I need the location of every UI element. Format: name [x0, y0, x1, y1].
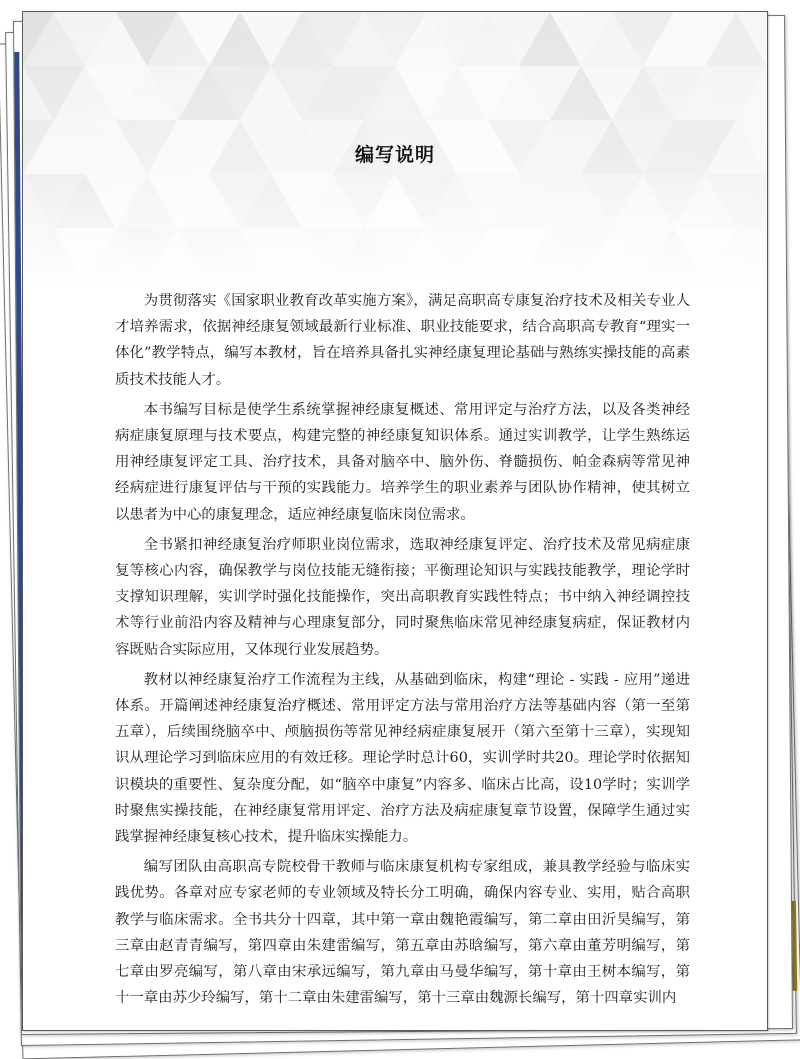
- page-title: 编写说明: [354, 144, 435, 166]
- body-text: [115, 288, 690, 1015]
- document-page: [22, 11, 768, 1031]
- paragraph: 教材以神经康复治疗工作流程为主线，从基础到临床，构建“理论 - 实践 - 应用”递进体系。开篇阐述神经康复治疗概述、常用评定方法与常用治疗方法等基础内容（第一至第五章），后续围绕脑卒中、颅脑损伤等常见神经病症康复展开（第六至第十三章），实现知识从理论学习到临床应用的有效迁移。理论学时总计60，实训学时共20。理论学时依据知识模块的重要性、复杂度分配，如“脑卒中康复”内容多、临床占比高，设10学时；实训学时聚焦实操技能，在神经康复常用评定、治疗方法及病症康复章节设置，保障学生通过实践掌握神经康复核心技术，提升临床实操能力。: [115, 671, 690, 846]
- paragraph: 为贯彻落实《国家职业教育改革实施方案》，满足高职高专康复治疗技术及相关专业人才培养需求，依据神经康复领域最新行业标准、职业技能要求，结合高职高专教育“理实一体化”教学特点，编写本教材，旨在培养具备扎实神经康复理论基础与熟练实操技能的高素质技术技能人才。: [115, 293, 690, 388]
- paragraph: 全书紧扣神经康复治疗师职业岗位需求，选取神经康复评定、治疗技术及常见病症康复等核心内容，确保教学与岗位技能无缝衔接；平衡理论知识与实践技能教学，理论学时支撑知识理解，实训学时强化技能操作，突出高职教育实践性特点；书中纳入神经调控技术等行业前沿内容及精神与心理康复部分，同时聚焦临床常见神经康复病症，保证教材内容既贴合实际应用，又体现行业发展趋势。: [115, 536, 690, 658]
- paragraph: 编写团队由高职高专院校骨干教师与临床康复机构专家组成，兼具教学经验与临床实践优势。各章对应专家老师的专业领域及特长分工明确，确保内容专业、实用，贴合高职教学与临床需求。全书共分十四章，其中第一章由魏艳霞编写，第二章由田沂昊编写，第三章由赵青青编写，第四章由朱建雷编写，第五章由苏晗编写，第六章由董芳明编写，第七章由罗亮编写，第八章由宋承远编写，第九章由马曼华编写，第十章由王树本编写，第十一章由苏少玲编写，第十二章由朱建雷编写，第十三章由魏源长编写，第十四章实训内: [115, 859, 690, 1007]
- paragraph: 本书编写目标是使学生系统掌握神经康复概述、常用评定与治疗方法，以及各类神经病症康复原理与技术要点，构建完整的神经康复知识体系。通过实训教学，让学生熟练运用神经康复评定工具、治疗技术，具备对脑卒中、脑外伤、脊髓损伤、帕金森病等常见神经病症进行康复评估与干预的实践能力。培养学生的职业素养与团队协作精神，使其树立以患者为中心的康复理念，适应神经康复临床岗位需求。: [115, 401, 690, 523]
